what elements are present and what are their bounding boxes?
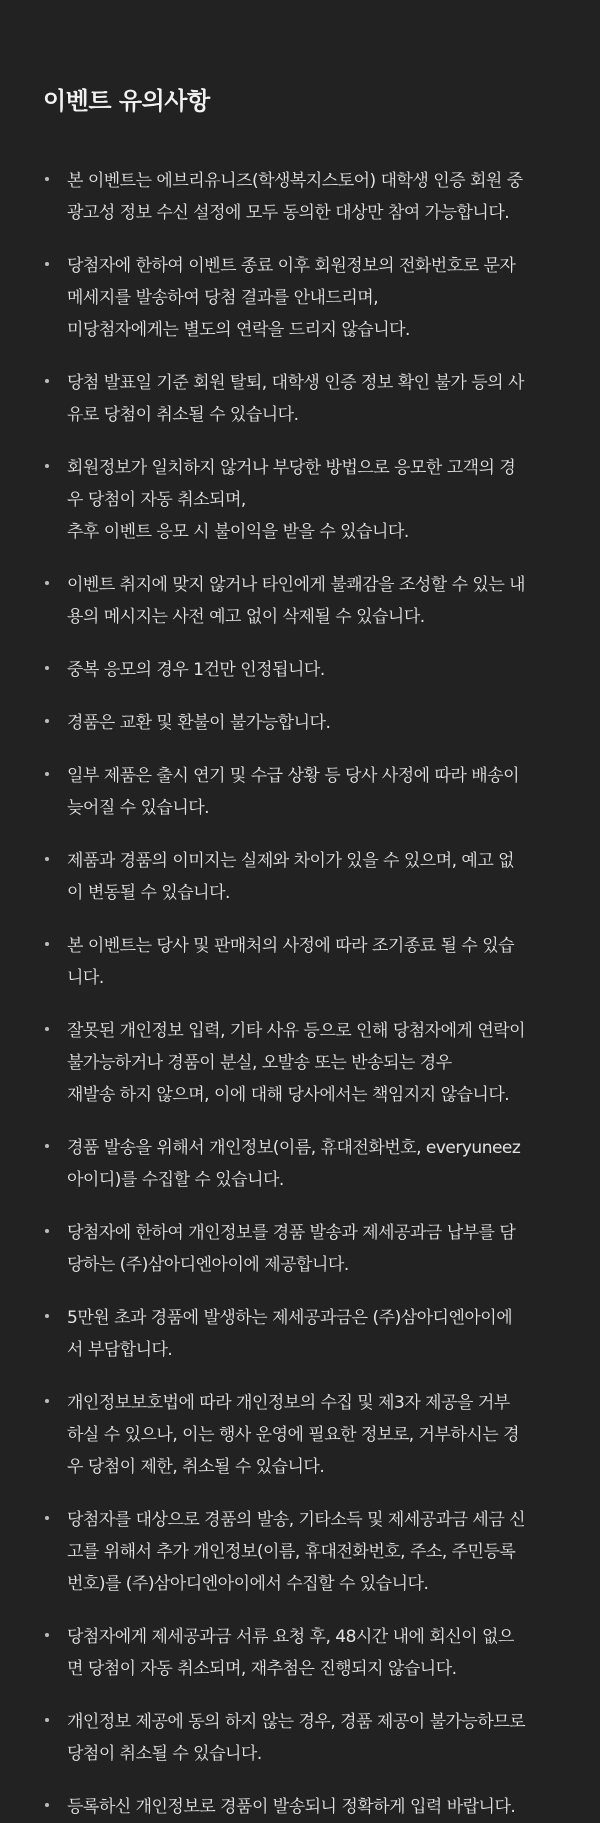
notice-text-line: 고를 위해서 추가 개인정보(이름, 휴대전화번호, 주소, 주민등록 (67, 1542, 516, 1562)
notice-text-line: 재발송 하지 않으며, 이에 대해 당사에서는 책임지지 않습니다. (67, 1085, 510, 1105)
notice-item (40, 367, 560, 431)
notice-item (40, 1217, 560, 1281)
notice-text-line: 우 당첨이 제한, 취소될 수 있습니다. (67, 1457, 325, 1477)
notice-item (40, 452, 560, 548)
notice-item (40, 930, 560, 994)
bullet-dot-icon (45, 1144, 49, 1148)
notice-item (40, 1791, 560, 1823)
notice-text-line: 하실 수 있으나, 이는 행사 운영에 필요한 정보로, 거부하시는 경 (67, 1425, 519, 1445)
notice-text-line: 당첨자를 대상으로 경품의 발송, 기타소득 및 제세공과금 세금 신 (67, 1510, 526, 1530)
notice-text-line: 니다. (67, 968, 104, 988)
notice-text-line: 잘못된 개인정보 입력, 기타 사유 등으로 인해 당첨자에게 연락이 (67, 1021, 526, 1041)
bullet-dot-icon (45, 857, 49, 861)
notice-item (40, 250, 560, 346)
notice-item (40, 760, 560, 824)
bullet-dot-icon (45, 1633, 49, 1637)
notice-text-line: 등록하신 개인정보로 경품이 발송되니 정확하게 입력 바랍니다. (67, 1797, 516, 1817)
bullet-dot-icon (45, 177, 49, 181)
notice-text-line: 번호)를 (주)삼아디엔아이에서 수집할 수 있습니다. (67, 1574, 429, 1594)
notice-text-line: 아이디)를 수집할 수 있습니다. (67, 1170, 284, 1190)
notice-text-line: 이벤트 취지에 맞지 않거나 타인에게 불쾌감을 조성할 수 있는 내 (67, 575, 526, 595)
bullet-dot-icon (45, 719, 49, 723)
notice-text-line: 용의 메시지는 사전 예고 없이 삭제될 수 있습니다. (67, 607, 425, 627)
notice-item (40, 1621, 560, 1685)
notice-item (40, 1302, 560, 1366)
notice-text-line: 개인정보 제공에 동의 하지 않는 경우, 경품 제공이 불가능하므로 (67, 1712, 526, 1732)
notice-item (40, 569, 560, 633)
notice-item (40, 1706, 560, 1770)
notice-text-line: 당하는 (주)삼아디엔아이에 제공합니다. (67, 1255, 349, 1275)
bullet-dot-icon (45, 1314, 49, 1318)
bullet-dot-icon (45, 666, 49, 670)
notice-text-line: 미당첨자에게는 별도의 연락을 드리지 않습니다. (67, 320, 410, 340)
notice-item (40, 654, 560, 686)
notice-title: 이벤트 유의사항 (43, 87, 210, 115)
notice-text-line: 중복 응모의 경우 1건만 인정됩니다. (67, 660, 325, 680)
notice-text-line: 당첨 발표일 기준 회원 탈퇴, 대학생 인증 정보 확인 불가 등의 사 (67, 373, 524, 393)
bullet-dot-icon (45, 1027, 49, 1031)
notice-text-line: 당첨자에 한하여 개인정보를 경품 발송과 제세공과금 납부를 담 (67, 1223, 516, 1243)
bullet-dot-icon (45, 262, 49, 266)
notice-item (40, 1015, 560, 1111)
notice-text-line: 개인정보보호법에 따라 개인정보의 수집 및 제3자 제공을 거부 (67, 1393, 510, 1413)
bullet-dot-icon (45, 1399, 49, 1403)
notice-text-line: 본 이벤트는 당사 및 판매처의 사정에 따라 조기종료 될 수 있습 (67, 936, 515, 956)
notice-text-line: 불가능하거나 경품이 분실, 오발송 또는 반송되는 경우 (67, 1053, 452, 1073)
notice-text-line: 당첨자에 한하여 이벤트 종료 이후 회원정보의 전화번호로 문자 (67, 256, 516, 276)
bullet-dot-icon (45, 379, 49, 383)
notice-text-line: 이 변동될 수 있습니다. (67, 883, 230, 903)
notice-text-line: 추후 이벤트 응모 시 불이익을 받을 수 있습니다. (67, 522, 409, 542)
notice-text-line: 본 이벤트는 에브리유니즈(학생복지스토어) 대학생 인증 회원 중 (67, 171, 523, 191)
notice-text-line: 메세지를 발송하여 당첨 결과를 안내드리며, (67, 288, 379, 308)
notice-item (40, 165, 560, 229)
notice-item (40, 707, 560, 739)
notice-text-line: 5만원 초과 경품에 발생하는 제세공과금은 (주)삼아디엔아이에 (67, 1308, 513, 1328)
notice-text-line: 서 부담합니다. (67, 1340, 173, 1360)
notice-text-line: 제품과 경품의 이미지는 실제와 차이가 있을 수 있으며, 예고 없 (67, 851, 515, 871)
bullet-dot-icon (45, 1803, 49, 1807)
bullet-dot-icon (45, 1229, 49, 1233)
notice-text-line: 일부 제품은 출시 연기 및 수급 상황 등 당사 사정에 따라 배송이 (67, 766, 519, 786)
notice-text-line: 경품은 교환 및 환불이 불가능합니다. (67, 713, 331, 733)
bullet-dot-icon (45, 772, 49, 776)
notice-item (40, 1132, 560, 1196)
notice-text-line: 우 당첨이 자동 취소되며, (67, 490, 246, 510)
notice-item (40, 1504, 560, 1600)
bullet-dot-icon (45, 942, 49, 946)
notice-item (40, 845, 560, 909)
bullet-dot-icon (45, 1516, 49, 1520)
notice-list (40, 165, 560, 1823)
notice-text-line: 면 당첨이 자동 취소되며, 재추첨은 진행되지 않습니다. (67, 1659, 457, 1679)
notice-text-line: 유로 당첨이 취소될 수 있습니다. (67, 405, 299, 425)
bullet-dot-icon (45, 1718, 49, 1722)
notice-text-line: 당첨자에게 제세공과금 서류 요청 후, 48시간 내에 회신이 없으 (67, 1627, 514, 1647)
notice-text-line: 회원정보가 일치하지 않거나 부당한 방법으로 응모한 고객의 경 (67, 458, 516, 478)
notice-text-line: 광고성 정보 수신 설정에 모두 동의한 대상만 참여 가능합니다. (67, 203, 510, 223)
notice-text-line: 당첨이 취소될 수 있습니다. (67, 1744, 262, 1764)
bullet-dot-icon (45, 464, 49, 468)
bullet-dot-icon (45, 581, 49, 585)
notice-text-line: 늦어질 수 있습니다. (67, 798, 210, 818)
notice-text-line: 경품 발송을 위해서 개인정보(이름, 휴대전화번호, everyuneez (67, 1138, 521, 1158)
notice-item (40, 1387, 560, 1483)
